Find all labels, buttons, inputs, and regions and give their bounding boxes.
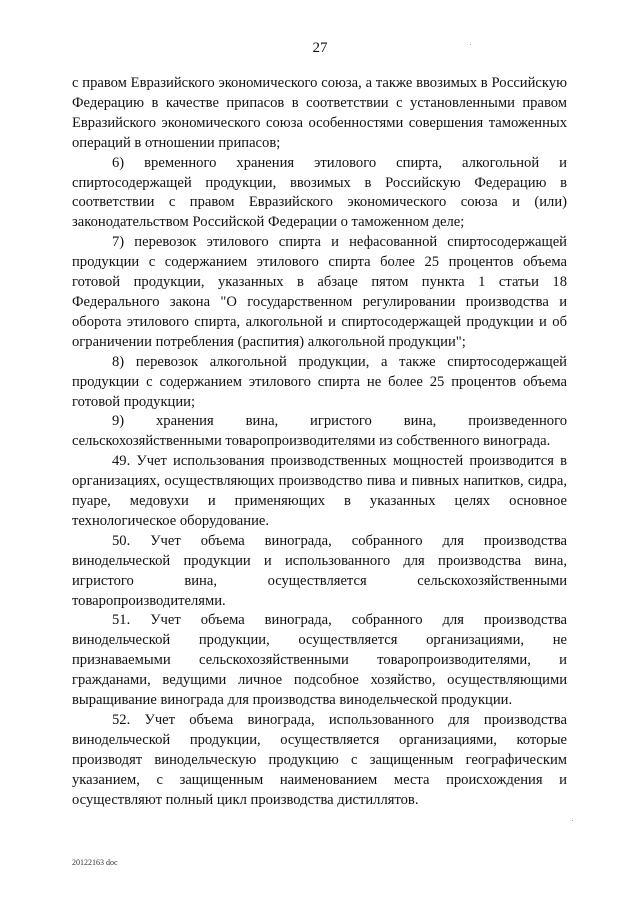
page-number: 27 bbox=[312, 40, 328, 56]
paragraph-52: 52. Учет объема винограда, использованного для производства винодельческой продукции, осуществляется организациями, которые производят винодельческую продукцию с защищенным географическим указанием, с защищенным наименованием места происхождения и осуществляют полный цикл производства дистиллятов. bbox=[72, 712, 567, 808]
footer-document-code: 20122163 doc bbox=[72, 858, 118, 867]
paragraph-continuation: с правом Евразийского экономического союза, а также ввозимых в Российскую Федерацию в качестве припасов в соответствии с установленными правом Евразийского экономического союза особенностями совершения таможенных операций в отношении припасов; bbox=[72, 75, 567, 151]
paragraph-50: 50. Учет объема винограда, собранного для производства винодельческой продукции и использованного для производства вина, игристого вина, осуществляется сельскохозяйственными товаропроизводителями. bbox=[72, 532, 567, 609]
paragraph-item-6: 6) временного хранения этилового спирта, алкогольной и спиртосодержащей продукции, ввозимых в Российскую Федерацию в соответствии с правом Евразийского экономического союза и (или) законодательством Российской Федерации о таможенном деле; bbox=[72, 154, 567, 231]
scan-speck bbox=[572, 820, 573, 821]
paragraph-item-7: 7) перевозок этилового спирта и нефасованной спиртосодержащей продукции с содержанием этилового спирта более 25 процентов объема готовой продукции, указанных в абзаце пятом пункта 1 статьи 18 Федерального закона "О государственном регулировании производства и оборота этилового спирта, алкогольной и спиртосодержащей продукции и об ограничении потребления (распития) алкогольной продукции"; bbox=[72, 234, 567, 350]
paragraph-item-8: 8) перевозок алкогольной продукции, а также спиртосодержащей продукции с содержанием этилового спирта не более 25 процентов объема готовой продукции; bbox=[72, 353, 567, 410]
paragraph-item-9: 9) хранения вина, игристого вина, произведенного сельскохозяйственными товаропроизводителями из собственного винограда. bbox=[72, 413, 567, 450]
document-body bbox=[72, 74, 567, 811]
paragraph-49: 49. Учет использования производственных мощностей производится в организациях, осуществляющих производство пива и пивных напитков, сидра, пуаре, медовухи и применяющих в указанных целях основное технологическое оборудование. bbox=[72, 453, 567, 529]
scan-speck bbox=[470, 44, 471, 45]
paragraph-51: 51. Учет объема винограда, собранного для производства винодельческой продукции, осуществляется организациями, не признаваемыми сельскохозяйственными товаропроизводителями, и гражданами, ведущими личное подсобное хозяйство, осуществляющими выращивание винограда для производства винодельческой продукции. bbox=[72, 612, 567, 709]
